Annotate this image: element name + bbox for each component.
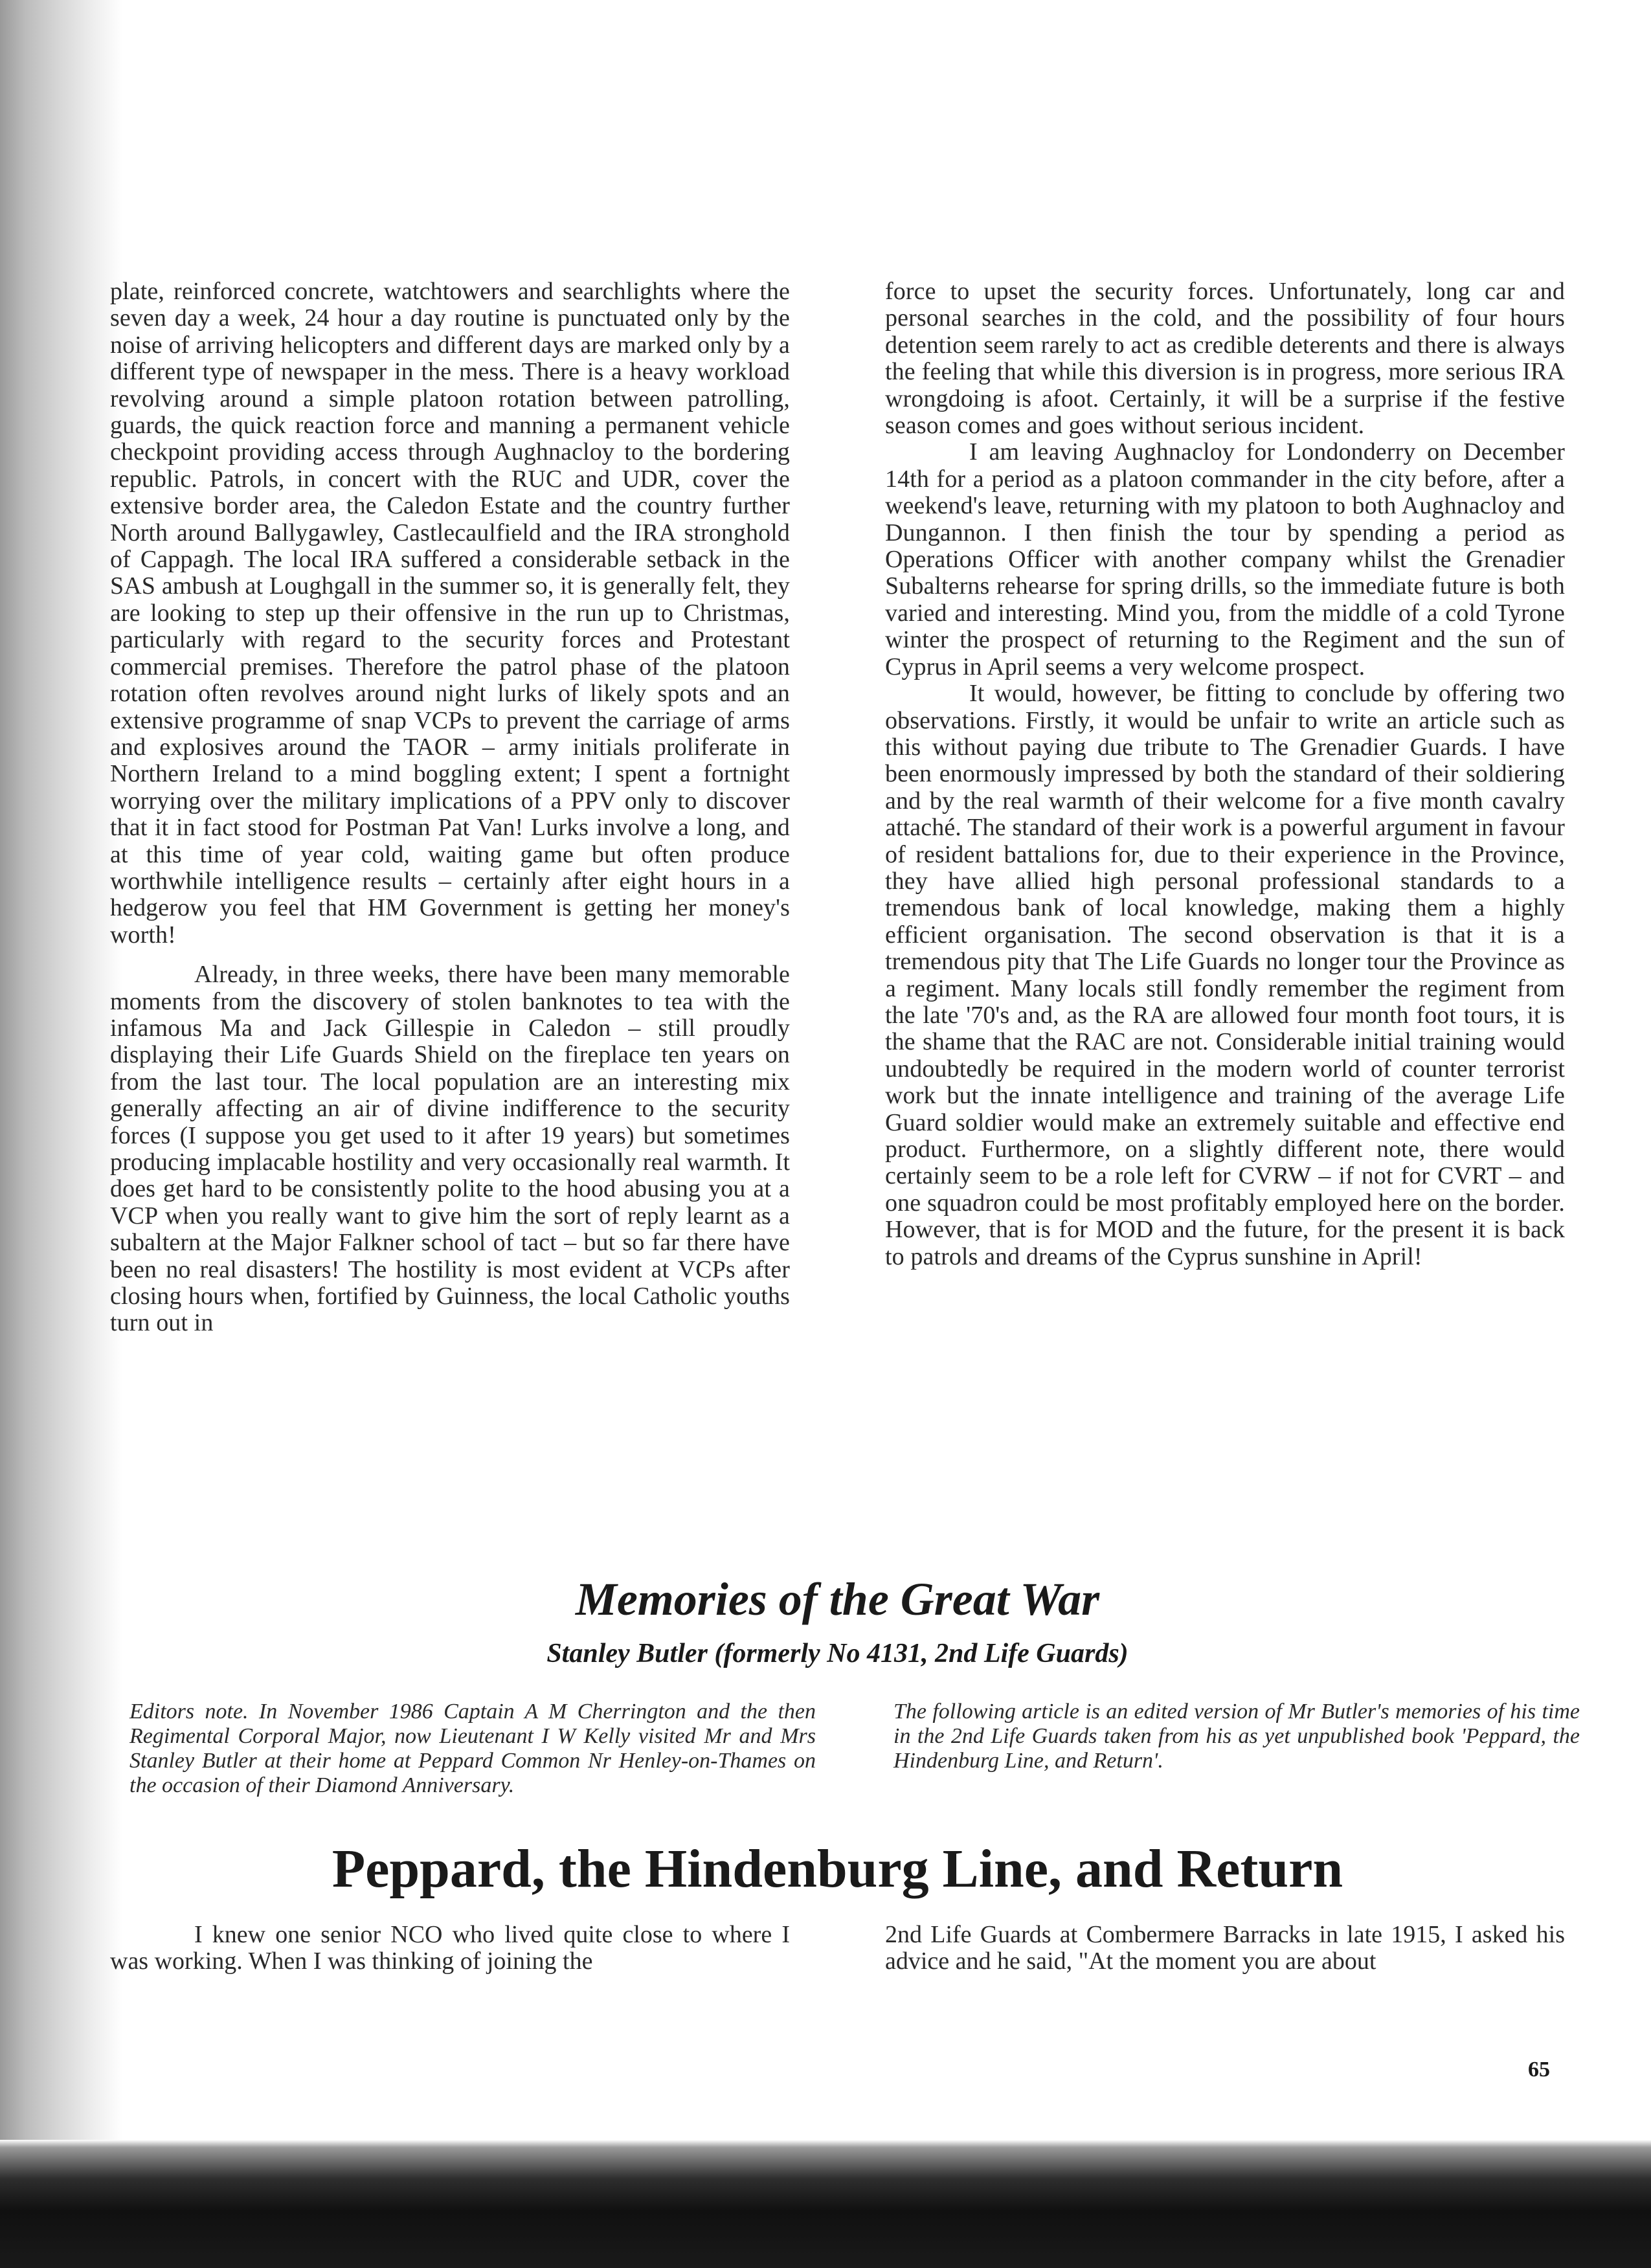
scan-bottom-shadow (0, 2140, 1651, 2268)
page-number: 65 (1528, 2058, 1550, 2082)
paragraph: plate, reinforced concrete, watchtowers and searchlights where the seven day a week, 24 hour a day routine is punctuated only by the noise of arriving helicopters and different days are marked only by a different type of newspaper in the mess. There is a heavy workload revolving around a simple platoon rotation between patrolling, guards, the quick reaction force and manning a permanent vehicle checkpoint providing access through Aughnacloy to the bordering republic. Patrols, in concert with the RUC and UDR, cover the extensive border area, the Caledon Estate and the country further North around Ballygawley, Castlecaulfield and the IRA stronghold of Cappagh. The local IRA suffered a considerable setback in the SAS ambush at Loughgall in the summer so, it is generally felt, they are looking to step up their offensive in the run up to Christmas, particularly with regard to the security forces and Protestant commercial premises. Therefore the patrol phase of the platoon rotation often revolves around night lurks of likely spots and an extensive programme of snap VCPs to prevent the carriage of arms and explosives around the TAOR – army initials proliferate in Northern Ireland to a mind boggling extent; I spent a fortnight worrying over the military implications of a PPV only to discover that it in fact stood for Postman Pat Van! Lurks involve a long, and at this time of year cold, waiting game but often produce worthwhile intelligence results – certainly after eight hours in a hedgerow you feel that HM Government is getting her money's worth! (110, 278, 790, 949)
editors-note-left: Editors note. In November 1986 Captain A M Cherrington and the then Regimental Corporal Major, now Lieutenant I W Kelly visited Mr and Mrs Stanley Butler at their home at Peppard Common Nr Henley-on-Thames on the occasion of their Diamond Anniversary. (129, 1700, 816, 1797)
article-right-column (885, 278, 1565, 1270)
paragraph: It would, however, be fitting to conclude by offering two observations. Firstly, it would be unfair to write an article such as this without paying due tribute to The Grenadier Guards. I have been enormously impressed by both the standard of their soldiering and by the real warmth of their welcome for a five month cavalry attaché. The standard of their work is a powerful argument in favour of resident battalions for, due to their experience in the Province, they have allied high personal professional standards to a tremendous bank of local knowledge, making them a highly efficient organisation. The second observation is that it is a tremendous pity that The Life Guards no longer tour the Province as a regiment. Many locals still fondly remember the regiment from the late '70's and, as the RA are allowed four month foot tours, it is the shame that the RAC are not. Considerable initial training would undoubtedly be required in the modern world of counter terrorist work but the innate intelligence and training of the average Life Guard soldier would make an extremely suitable and effective end product. Furthermore, on a slightly different note, there would certainly seem to be a role left for CVRW – if not for CVRT – and one squadron could be most profitably employed here on the border. However, that is for MOD and the future, for the present it is back to patrols and dreams of the Cyprus sunshine in April! (885, 680, 1565, 1270)
paragraph: 2nd Life Guards at Combermere Barracks in late 1915, I asked his advice and he said, "At the moment you are about (885, 1921, 1565, 1975)
body-right-column (885, 1922, 1565, 1975)
article-byline: Stanley Butler (formerly No 4131, 2nd Life Guards) (546, 1639, 1129, 1668)
article-title: Memories of the Great War (575, 1573, 1100, 1625)
editors-note-right: The following article is an edited version of Mr Butler's memories of his time in the 2nd Life Guards taken from his as yet unpublished book 'Peppard, the Hindenburg Line, and Return'. (893, 1700, 1580, 1773)
paragraph: I knew one senior NCO who lived quite close to where I was working. When I was thinking of joining the (110, 1921, 790, 1975)
paragraph: I am leaving Aughnacloy for Londonderry on December 14th for a period as a platoon commander in the city before, after a weekend's leave, returning with my platoon to both Aughnacloy and Dungannon. I then finish the tour by spending a period as Operations Officer with another company whilst the Grenadier Subalterns rehearse for spring drills, so the immediate future is both varied and interesting. Mind you, from the middle of a cold Tyrone winter the prospect of returning to the Regiment and the sun of Cyprus in April seems a very welcome prospect. (885, 438, 1565, 680)
main-title: Peppard, the Hindenburg Line, and Return (331, 1839, 1343, 1899)
paragraph: Already, in three weeks, there have been many memorable moments from the discovery of stolen banknotes to tea with the infamous Ma and Jack Gillespie in Caledon – still proudly displaying their Life Guards Shield on the fireplace ten years on from the last tour. The local population are an interesting mix generally affecting an air of divine indifference to the security forces (I suppose you get used to it after 19 years) but sometimes producing implacable hostility and very occasionally real warmth. It does get hard to be consistently polite to the hood abusing you at a VCP when you really want to give him the sort of reply learnt as a subaltern at the Major Falkner school of tact – but so far there have been no real disasters! The hostility is most evident at VCPs after closing hours when, fortified by Guinness, the local Catholic youths turn out in (110, 961, 790, 1337)
article-left-column (110, 278, 790, 1337)
paragraph: force to upset the security forces. Unfortunately, long car and personal searches in the cold, and the possibility of four hours detention seem rarely to act as credible deterents and there is always the feeling that while this diversion is in progress, more serious IRA wrongdoing is afoot. Certainly, it will be a surprise if the festive season comes and goes without serious incident. (885, 278, 1565, 440)
body-left-column (110, 1922, 790, 1975)
book-spine-shadow (0, 0, 123, 2268)
